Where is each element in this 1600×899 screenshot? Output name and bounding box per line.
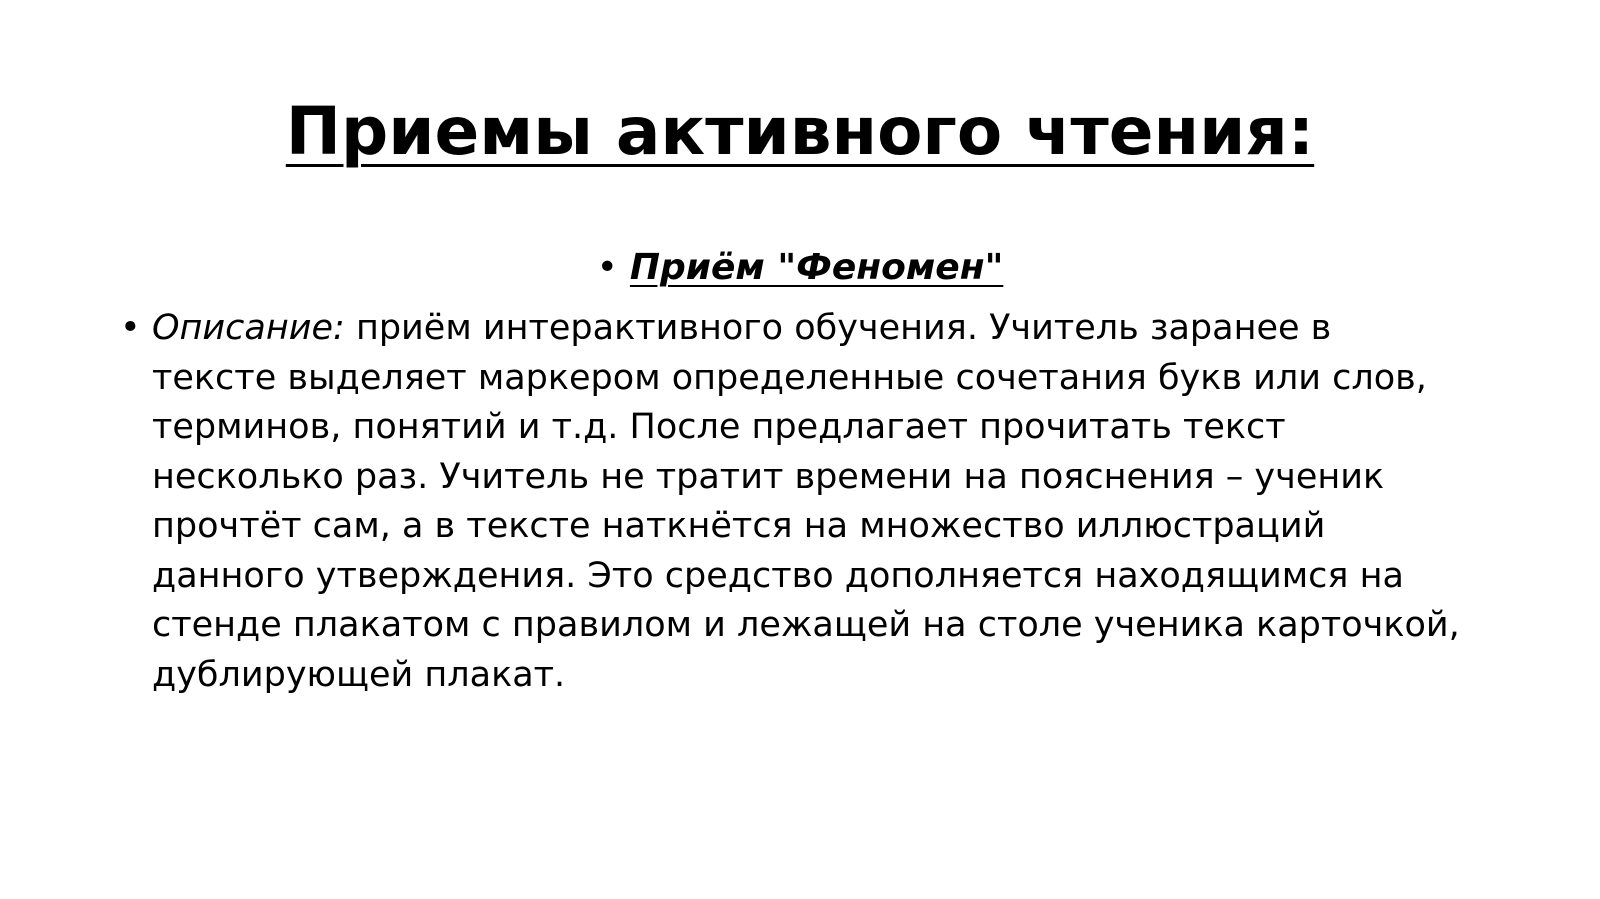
subheading-text: Приём "Феномен" <box>629 247 1004 288</box>
subheading <box>0 240 1600 296</box>
description-text: приём интерактивного обучения. Учитель заранее в тексте выделяет маркером определенные сочетания букв или слов, терминов, понятий и т.д. После предлагает прочитать текст несколько раз. Учитель не тратит времени на пояснения – ученик прочтёт сам, а в тексте наткнётся на множество иллюстраций данного утверждения. Это средство дополняется находящимся на стенде плакатом с правилом и лежащей на столе ученика карточкой, дублирующей плакат. <box>152 308 1460 695</box>
bullet-marker: • <box>596 247 618 288</box>
body-list <box>120 304 1460 700</box>
description-label: Описание: <box>152 308 345 348</box>
body-paragraph <box>120 304 1460 700</box>
slide-title: Приемы активного чтения: <box>285 93 1315 170</box>
bullet-marker: • <box>120 308 141 348</box>
